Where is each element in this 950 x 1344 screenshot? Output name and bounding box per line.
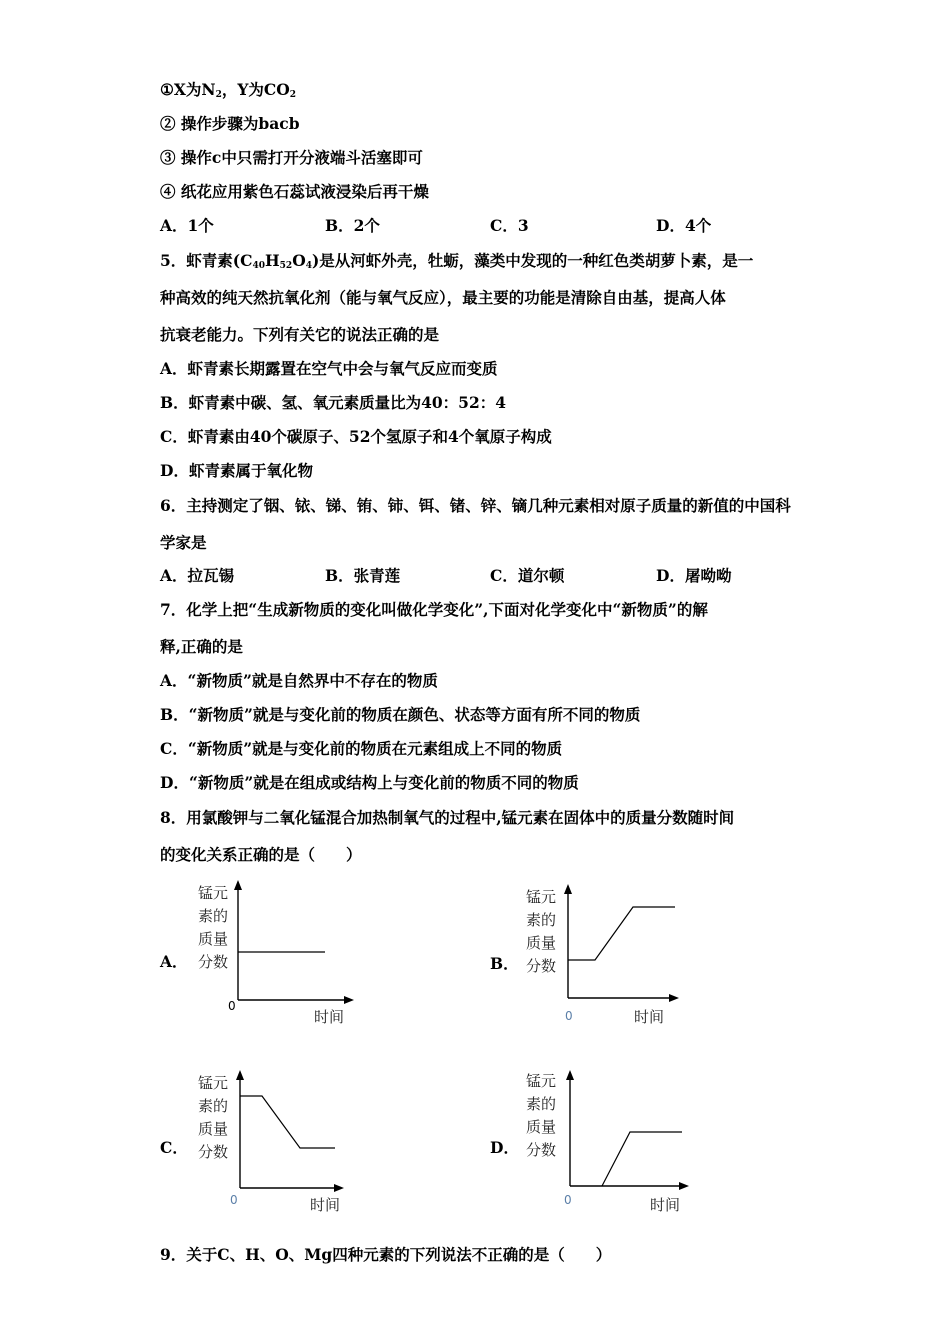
origin-label: 0 [565, 1009, 573, 1023]
x-axis-arrow-icon [334, 1184, 344, 1192]
q7-option-b[interactable]: B．“新物质”就是与变化前的物质在颜色、状态等方面有所不同的物质 [160, 705, 641, 724]
y-axis-title-1: 锰元 [198, 884, 229, 902]
q4-statement-1: ①X为$N_2$，Y为$CO_2$ [160, 80, 297, 100]
y-axis-title-4: 分数 [198, 953, 229, 971]
q7-stem-line-2: 释,正确的是 [160, 637, 243, 656]
y-axis-title-4: 分数 [526, 957, 557, 975]
q6-option-d[interactable]: D．屠呦呦 [656, 566, 732, 585]
curve-line [240, 1096, 335, 1148]
q8-option-a-label[interactable]: A． [160, 952, 188, 971]
x-axis-title: 时间 [634, 1008, 665, 1026]
q5-option-c[interactable]: C．虾青素由40个碳原子、52个氢原子和4个氧原子构成 [160, 427, 552, 446]
curve-line [568, 907, 675, 960]
y-axis-title-1: 锰元 [526, 1072, 557, 1090]
origin-label: 0 [564, 1193, 572, 1207]
x-axis-arrow-icon [679, 1182, 689, 1190]
y-axis-title-3: 质量 [526, 1118, 557, 1136]
q5-option-a[interactable]: A．虾青素长期露置在空气中会与氧气反应而变质 [160, 359, 498, 378]
q8-option-d-label[interactable]: D． [490, 1138, 519, 1157]
y-axis-title-4: 分数 [526, 1141, 557, 1159]
q8-graph-b[interactable] [520, 880, 700, 1030]
q7-option-a[interactable]: A．“新物质”就是自然界中不存在的物质 [160, 671, 438, 690]
q8-graph-d[interactable] [520, 1066, 700, 1216]
y-axis-title-2: 素的 [526, 911, 557, 929]
q7-option-d[interactable]: D．“新物质”就是在组成或结构上与变化前的物质不同的物质 [160, 773, 579, 792]
q4-statement-2: ② 操作步骤为bacb [160, 114, 300, 133]
y-axis-title-3: 质量 [198, 1120, 229, 1138]
q5-stem-line-3: 抗衰老能力。下列有关它的说法正确的是 [160, 325, 440, 344]
y-axis-title-4: 分数 [198, 1143, 229, 1161]
x-axis-arrow-icon [344, 996, 354, 1004]
q8-stem-line-1: 8．用氯酸钾与二氧化锰混合加热制氧气的过程中,锰元素在固体中的质量分数随时间 [160, 808, 735, 827]
q5-option-b[interactable]: B．虾青素中碳、氢、氧元素质量比为40：52：4 [160, 393, 507, 412]
q6-option-a[interactable]: A．拉瓦锡 [160, 566, 235, 585]
y-axis-title-1: 锰元 [198, 1074, 229, 1092]
x-axis-arrow-icon [669, 994, 679, 1002]
origin-label: 0 [228, 999, 236, 1013]
y-axis-title-2: 素的 [198, 1097, 229, 1115]
q6-option-b[interactable]: B．张青莲 [325, 566, 401, 585]
y-axis-title-3: 质量 [526, 934, 557, 952]
y-axis-title-1: 锰元 [526, 888, 557, 906]
x-axis-title: 时间 [314, 1008, 345, 1026]
q8-graph-a[interactable] [190, 880, 370, 1030]
q4-option-c[interactable]: C．3 [490, 216, 529, 235]
q4-option-a[interactable]: A．1个 [160, 216, 214, 235]
q7-stem-line-1: 7．化学上把“生成新物质的变化叫做化学变化”,下面对化学变化中“新物质”的解 [160, 600, 708, 619]
q6-stem-line-2: 学家是 [160, 533, 207, 552]
q8-graph-c[interactable] [190, 1066, 370, 1216]
y-axis-arrow-icon [234, 880, 242, 890]
y-axis-arrow-icon [236, 1070, 244, 1080]
q8-option-b-label[interactable]: B． [490, 954, 519, 973]
y-axis-title-2: 素的 [198, 907, 229, 925]
q5-stem-line-1: 5．虾青素$(C_{40}H_{52}O_4)$是从河虾外壳，牡蛎，藻类中发现的一种红色类胡萝卜素，是一 [160, 251, 754, 271]
q8-option-c-label[interactable]: C． [160, 1138, 188, 1157]
y-axis-arrow-icon [566, 1070, 574, 1080]
q7-option-c[interactable]: C．“新物质”就是与变化前的物质在元素组成上不同的物质 [160, 739, 563, 758]
q9-stem-line-1: 9．关于C、H、O、Mg四种元素的下列说法不正确的是（ ） [160, 1245, 612, 1264]
q8-stem-line-2: 的变化关系正确的是（ ） [160, 845, 362, 864]
curve-line [602, 1132, 682, 1186]
q4-statement-4: ④ 纸花应用紫色石蕊试液浸染后再干燥 [160, 182, 429, 201]
q6-option-c[interactable]: C．道尔顿 [490, 566, 565, 585]
q5-stem-line-2: 种高效的纯天然抗氧化剂（能与氧气反应），最主要的功能是清除自由基，提高人体 [160, 288, 726, 307]
x-axis-title: 时间 [310, 1196, 341, 1214]
y-axis-arrow-icon [564, 884, 572, 894]
y-axis-title-2: 素的 [526, 1095, 557, 1113]
q4-option-b[interactable]: B．2个 [325, 216, 380, 235]
y-axis-title-3: 质量 [198, 930, 229, 948]
origin-label: 0 [230, 1193, 238, 1207]
q5-option-d[interactable]: D．虾青素属于氧化物 [160, 461, 313, 480]
q6-stem-line-1: 6．主持测定了铟、铱、锑、铕、铈、铒、锗、锌、镝几种元素相对原子质量的新值的中国科 [160, 496, 791, 515]
q4-option-d[interactable]: D．4个 [656, 216, 712, 235]
x-axis-title: 时间 [650, 1196, 681, 1214]
q4-statement-3: ③ 操作c中只需打开分液端斗活塞即可 [160, 148, 423, 167]
